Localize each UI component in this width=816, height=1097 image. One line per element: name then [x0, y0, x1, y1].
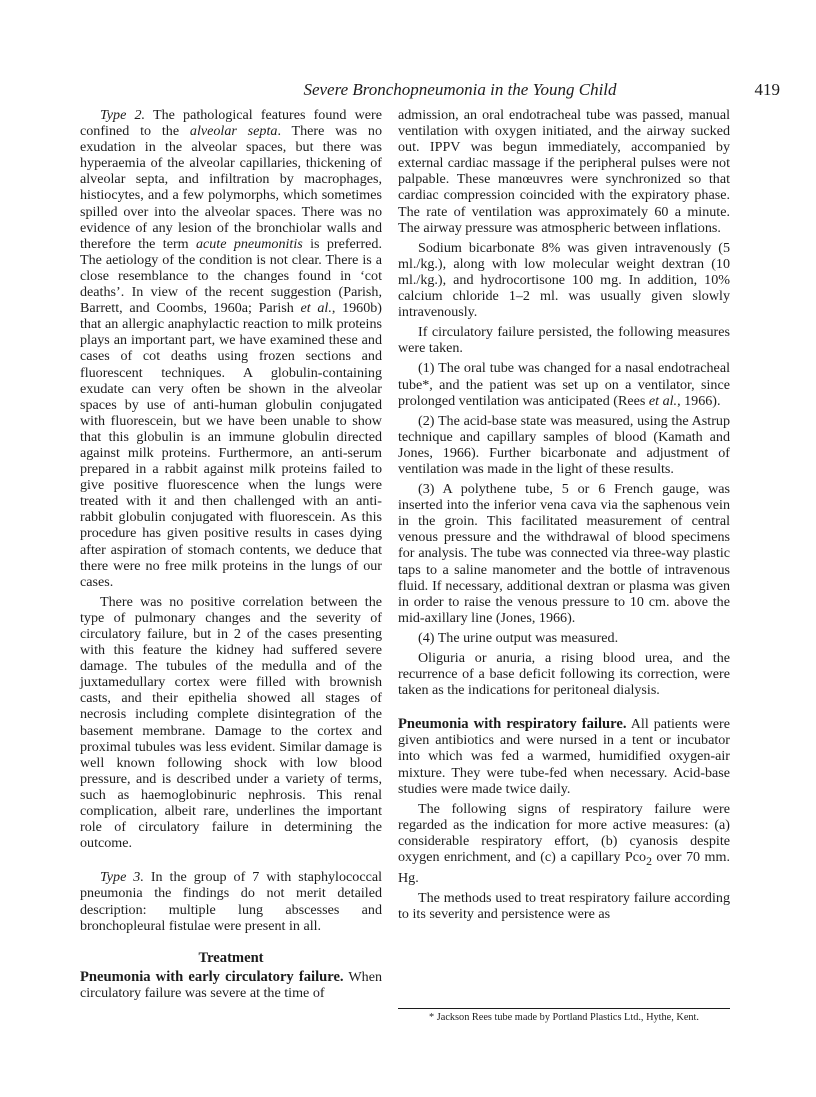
early-circulatory-failure-heading: Pneumonia with early circulatory failure. — [80, 968, 344, 985]
type2-label: Type 2. — [100, 107, 146, 123]
treatment-heading: Treatment — [198, 949, 264, 966]
type3-label: Type 3. — [100, 869, 144, 886]
early-circulatory-failure-paragraph: Pneumonia with early circulatory failure. When circulatory failure was severe at the time of — [80, 968, 382, 1001]
footnote: * Jackson Rees tube made by Portland Plastics Ltd., Hythe, Kent. — [429, 1012, 699, 1023]
persisted-paragraph: If circulatory failure persisted, the following measures were taken. — [398, 324, 730, 357]
type3-paragraph: Type 3. In the group of 7 with staphylococcal pneumonia the findings do not merit detailed description: multiple lung abscesses and bronchopleural fistulae were present in all. — [80, 869, 383, 934]
right-column — [398, 107, 730, 922]
running-title: Severe Bronchopneumonia in the Young Child — [303, 80, 617, 99]
pco2-subscript: 2 — [646, 854, 652, 868]
measure-1: (1) The oral tube was changed for a nasal endotracheal tube*, and the patient was set up on a ventilator, since prolonged ventilation was anticipated (Rees et al., 1966). — [398, 360, 730, 409]
measure-3: (3) A polythene tube, 5 or 6 French gauge, was inserted into the inferior vena cava via the saphenous vein in the groin. This facilitated measurement of central venous pressure and the withdrawal of blood specimens for analysis. The tube was connected via three-way plastic taps to a saline manometer and the bottle of intravenous fluid. If necessary, additional dextran or plasma was given in order to raise the venous pressure to 10 cm. above the mid-axillary line (Jones, 1966). — [398, 481, 730, 626]
page-number: 419 — [754, 80, 780, 99]
measure-2: (2) The acid-base state was measured, using the Astrup technique and capillary samples of blood (Kamath and Jones, 1966). Further bicarbonate and adjustment of ventilation was made in the light of these results. — [398, 412, 730, 477]
correlation-paragraph: There was no positive correlation between the type of pulmonary changes and the severity of circulatory failure, but in 2 of the cases presenting with this feature the kidney had suffered severe damage. The tubules of the medulla and of the juxtamedullary cortex were filled with brownish casts, and their epithelia showed all stages of necrosis including complete disintegration of the basement membrane. Damage to the cortex and proximal tubules was less evident. Similar damage is well known following shock with low blood pressure, and is described under a variety of terms, such as haemoglobinuric nephrosis. This renal complication, albeit rare, underlines the important role of circulatory failure in determining the outcome. — [80, 593, 382, 852]
admission-paragraph: admission, an oral endotracheal tube was passed, manual ventilation with oxygen initiated, and the airway sucked out. IPPV was begun immediately, accompanied by external cardiac massage if the peripheral pulses were not palpable. These manœuvres were synchronized so that cardiac compression coincided with the expiratory phase. The rate of ventilation was approximately 60 a minute. The airway pressure was atmospheric between inflations. — [398, 107, 730, 236]
respiratory-failure-paragraph: Pneumonia with respiratory failure. All patients were given antibiotics and were nursed in a tent or incubator into which was fed a warmed, humidified oxygen-air mixture. They were tube-fed when necessary. Acid-base studies were made twice daily. — [398, 716, 730, 797]
type2-paragraph: Type 2. The pathological features found were confined to the alveolar septa. There was no exudation in the alveolar spaces, but there was hyperaemia of the alveolar capillaries, thickening of alveolar septa, and infiltration by macrophages, histiocytes, and a few polymorphs, which sometimes spilled over into the alveolar spaces. There was no evidence of any lesion of the bronchiolar walls and therefore the term acute pneumonitis is preferred. The aetiology of the condition is not clear. There is a close resemblance to the changes found in ‘cot deaths’. In view of the recent suggestion (Parish, Barrett, and Coombs, 1960a; Parish et al., 1960b) that an allergic anaphylactic reaction to milk proteins plays an important part, we have examined these and cases of cot deaths using frozen sections and fluorescent techniques. A globulin-containing exudate can very often be shown in the alveolar spaces by use of anti-human globulin conjugated with fluorescein, but we have been unable to show that this globulin is an immune globulin directed against milk proteins. Furthermore, an anti-serum prepared in a rabbit against milk proteins failed to give positive fluorescence when the lungs were treated with it and then challenged with an anti-rabbit globulin conjugated with fluorescein. As this procedure has given positive results in cases dying after aspiration of stomach contents, we deduce that there were no free milk proteins in the lungs of our cases. — [80, 107, 382, 590]
left-column — [80, 107, 382, 1001]
methods-paragraph: The methods used to treat respiratory failure according to its severity and persistence were as — [398, 890, 730, 923]
page-header — [0, 80, 780, 104]
signs-paragraph: The following signs of respiratory failure were regarded as the indication for more active measures: (a) considerable respiratory effort, (b) cyanosis despite oxygen enrichment, and (c) a capillary Pco$_2$ over 70 mm. Hg. — [398, 800, 730, 886]
oliguria-paragraph: Oliguria or anuria, a rising blood urea, and the recurrence of a base deficit following its correction, were taken as the indications for peritoneal dialysis. — [398, 650, 730, 699]
bicarbonate-paragraph: Sodium bicarbonate 8% was given intravenously (5 ml./kg.), along with low molecular weight dextran (10 ml./kg.), and hydrocortisone 100 mg. In addition, 10% calcium chloride 1–2 ml. was usually given slowly intravenously. — [398, 239, 730, 321]
respiratory-failure-heading: Pneumonia with respiratory failure. — [398, 716, 627, 733]
pco2-label: Pco — [624, 849, 647, 866]
measure-4: (4) The urine output was measured. — [418, 629, 619, 646]
footnote-rule — [398, 1008, 730, 1009]
